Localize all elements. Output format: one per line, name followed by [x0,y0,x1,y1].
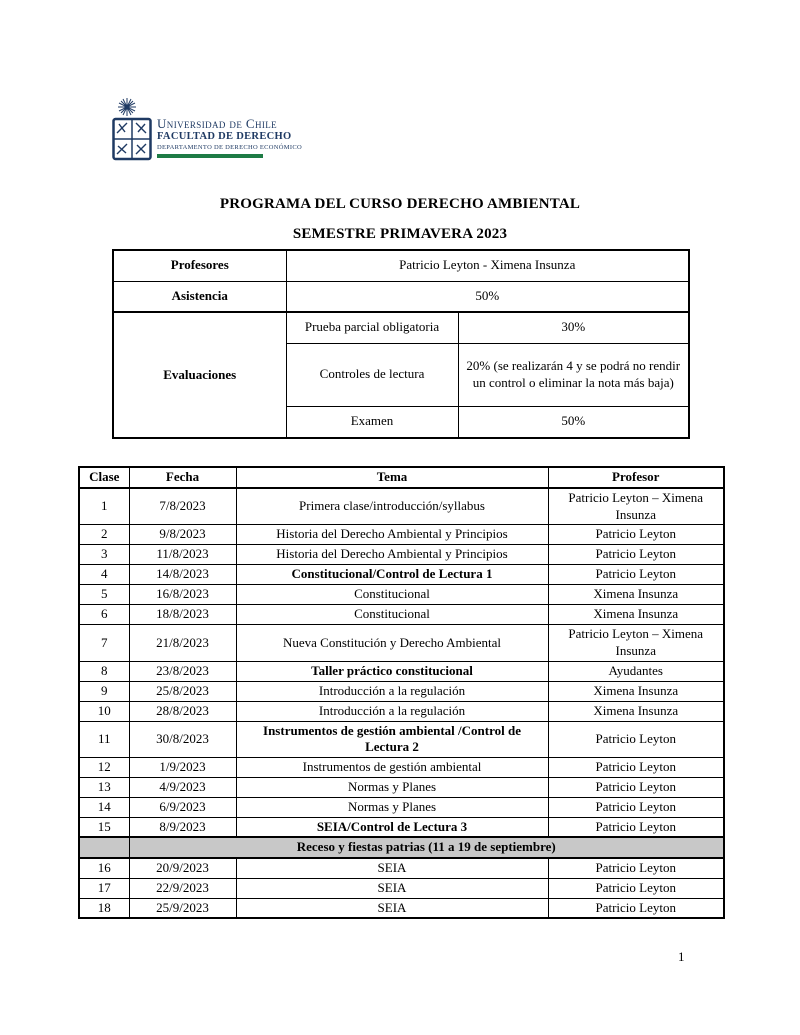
tema-cell: Constitucional [236,585,548,605]
fecha-cell: 1/9/2023 [129,757,236,777]
logo-faculty-name: FACULTAD DE DERECHO [157,131,292,142]
break-label: Receso y fiestas patrias (11 a 19 de septiembre) [129,837,724,858]
clase-cell: 17 [79,878,129,898]
tema-cell: Constitucional [236,605,548,625]
schedule-row [79,797,724,817]
clase-cell: 4 [79,565,129,585]
profesores-value: Patricio Leyton - Ximena Insunza [286,250,689,281]
asistencia-row [113,281,689,312]
tema-cell: SEIA [236,858,548,878]
schedule-break-row [79,837,724,858]
tema-cell: Introducción a la regulación [236,681,548,701]
schedule-row [79,488,724,525]
tema-cell: Introducción a la regulación [236,701,548,721]
schedule-row [79,858,724,878]
logo-department-name: DEPARTAMENTO DE DERECHO ECONÓMICO [157,144,302,151]
tema-cell: Instrumentos de gestión ambiental /Control de Lectura 2 [236,721,548,757]
header-profesor: Profesor [548,467,724,488]
fecha-cell: 20/9/2023 [129,858,236,878]
fecha-cell: 28/8/2023 [129,701,236,721]
clase-cell: 12 [79,757,129,777]
semester-subtitle: SEMESTRE PRIMAVERA 2023 [292,226,508,242]
clase-cell: 8 [79,661,129,681]
fecha-cell: 7/8/2023 [129,488,236,525]
evaluacion-value: 50% [458,406,689,438]
clase-cell: 14 [79,797,129,817]
schedule-header-row [79,467,724,488]
tema-cell: Taller práctico constitucional [236,661,548,681]
page-number: 1 [678,949,685,964]
header-fecha: Fecha [129,467,236,488]
fecha-cell: 25/8/2023 [129,681,236,701]
profesor-cell: Ximena Insunza [548,605,724,625]
clase-cell: 5 [79,585,129,605]
profesor-cell: Patricio Leyton [548,757,724,777]
fecha-cell: 25/9/2023 [129,898,236,918]
schedule-row [79,525,724,545]
schedule-row [79,898,724,918]
evaluacion-row [113,312,689,343]
schedule-row [79,585,724,605]
tema-cell: SEIA/Control de Lectura 3 [236,817,548,837]
fecha-cell: 22/9/2023 [129,878,236,898]
schedule-row [79,565,724,585]
profesores-label: Profesores [113,250,286,281]
header-clase: Clase [79,467,129,488]
profesor-cell: Ayudantes [548,661,724,681]
evaluacion-name: Prueba parcial obligatoria [286,312,458,343]
profesor-cell: Patricio Leyton [548,858,724,878]
fecha-cell: 11/8/2023 [129,545,236,565]
fecha-cell: 23/8/2023 [129,661,236,681]
schedule-row [79,661,724,681]
tema-cell: Historia del Derecho Ambiental y Principios [236,525,548,545]
evaluacion-value: 30% [458,312,689,343]
evaluacion-value: 20% (se realizarán 4 y se podrá no rendir un control o eliminar la nota más baja) [458,343,689,406]
clase-cell: 6 [79,605,129,625]
schedule-row [79,681,724,701]
evaluaciones-label: Evaluaciones [113,312,286,438]
profesor-cell: Ximena Insunza [548,681,724,701]
profesor-cell: Ximena Insunza [548,585,724,605]
evaluacion-name: Controles de lectura [286,343,458,406]
profesores-row [113,250,689,281]
clase-cell: 9 [79,681,129,701]
tema-cell: Instrumentos de gestión ambiental [236,757,548,777]
course-info-table [112,249,690,439]
clase-cell: 18 [79,898,129,918]
profesor-cell: Patricio Leyton [548,797,724,817]
profesor-cell: Patricio Leyton [548,898,724,918]
asistencia-value: 50% [286,281,689,312]
break-empty-cell [79,837,129,858]
tema-cell: Nueva Constitución y Derecho Ambiental [236,625,548,661]
profesor-cell: Patricio Leyton [548,777,724,797]
profesor-cell: Patricio Leyton [548,565,724,585]
clase-cell: 1 [79,488,129,525]
schedule-row [79,757,724,777]
tema-cell: SEIA [236,878,548,898]
tema-cell: Normas y Planes [236,797,548,817]
clase-cell: 2 [79,525,129,545]
schedule-row [79,605,724,625]
clase-cell: 16 [79,858,129,878]
university-crest-icon [112,97,154,161]
profesor-cell: Patricio Leyton [548,817,724,837]
header-tema: Tema [236,467,548,488]
tema-cell: Normas y Planes [236,777,548,797]
evaluacion-name: Examen [286,406,458,438]
fecha-cell: 9/8/2023 [129,525,236,545]
clase-cell: 13 [79,777,129,797]
schedule-row [79,721,724,757]
fecha-cell: 4/9/2023 [129,777,236,797]
fecha-cell: 16/8/2023 [129,585,236,605]
profesor-cell: Patricio Leyton [548,878,724,898]
logo-green-underline [157,154,263,158]
schedule-row [79,878,724,898]
profesor-cell: Patricio Leyton [548,525,724,545]
fecha-cell: 30/8/2023 [129,721,236,757]
profesor-cell: Ximena Insunza [548,701,724,721]
university-logo [112,97,302,161]
clase-cell: 10 [79,701,129,721]
profesor-cell: Patricio Leyton [548,721,724,757]
schedule-row [79,625,724,661]
tema-cell: SEIA [236,898,548,918]
profesor-cell: Patricio Leyton [548,545,724,565]
course-title: PROGRAMA DEL CURSO DERECHO AMBIENTAL [219,196,581,212]
fecha-cell: 21/8/2023 [129,625,236,661]
logo-university-name: Universidad de Chile [157,116,278,131]
fecha-cell: 18/8/2023 [129,605,236,625]
schedule-row [79,777,724,797]
schedule-row [79,701,724,721]
schedule-row [79,545,724,565]
profesor-cell: Patricio Leyton – Ximena Insunza [548,488,724,525]
schedule-row [79,817,724,837]
tema-cell: Primera clase/introducción/syllabus [236,488,548,525]
profesor-cell: Patricio Leyton – Ximena Insunza [548,625,724,661]
schedule-body [79,488,724,918]
clase-cell: 7 [79,625,129,661]
course-schedule-table [78,466,725,919]
clase-cell: 15 [79,817,129,837]
logo-text-block [157,117,302,158]
fecha-cell: 8/9/2023 [129,817,236,837]
fecha-cell: 14/8/2023 [129,565,236,585]
tema-cell: Constitucional/Control de Lectura 1 [236,565,548,585]
fecha-cell: 6/9/2023 [129,797,236,817]
clase-cell: 3 [79,545,129,565]
asistencia-label: Asistencia [113,281,286,312]
tema-cell: Historia del Derecho Ambiental y Principios [236,545,548,565]
clase-cell: 11 [79,721,129,757]
